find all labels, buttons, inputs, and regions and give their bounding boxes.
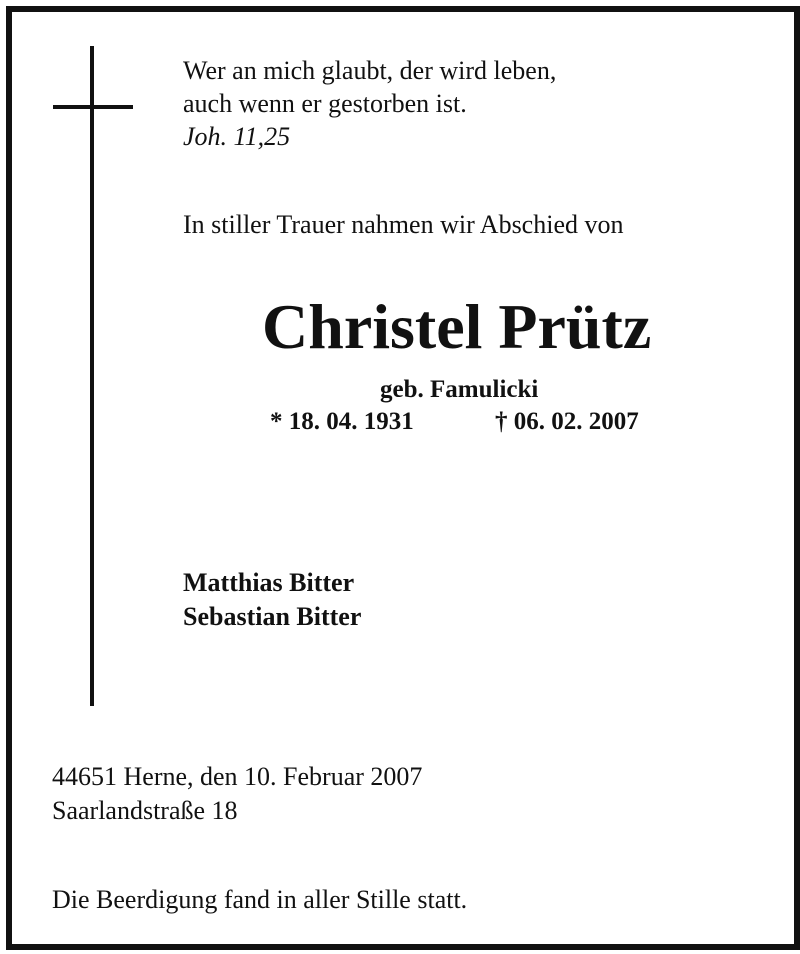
cross-horizontal-bar [53, 105, 133, 109]
mourner-name: Matthias Bitter [183, 568, 355, 597]
address: Saarlandstraße 18 [52, 796, 238, 825]
mourners-list [183, 566, 361, 634]
funeral-note: Die Beerdigung fand in aller Stille statt. [52, 885, 468, 914]
deceased-name: Christel Prütz [262, 291, 652, 362]
birth-date: * 18. 04. 1931 [270, 408, 414, 435]
cross-vertical-bar [90, 46, 94, 706]
death-date: † 06. 02. 2007 [495, 408, 639, 435]
bible-verse [183, 54, 556, 120]
verse-line-2: auch wenn er gestorben ist. [183, 89, 467, 118]
place-date: 44651 Herne, den 10. Februar 2007 [52, 762, 423, 791]
verse-line-1: Wer an mich glaubt, der wird leben, [183, 56, 557, 85]
maiden-name: geb. Famulicki [380, 376, 539, 403]
intro-text: In stiller Trauer nahmen wir Abschied von [183, 210, 624, 239]
place-date-block [52, 760, 422, 828]
verse-reference: Joh. 11,25 [183, 122, 291, 151]
mourner-name: Sebastian Bitter [183, 602, 362, 631]
